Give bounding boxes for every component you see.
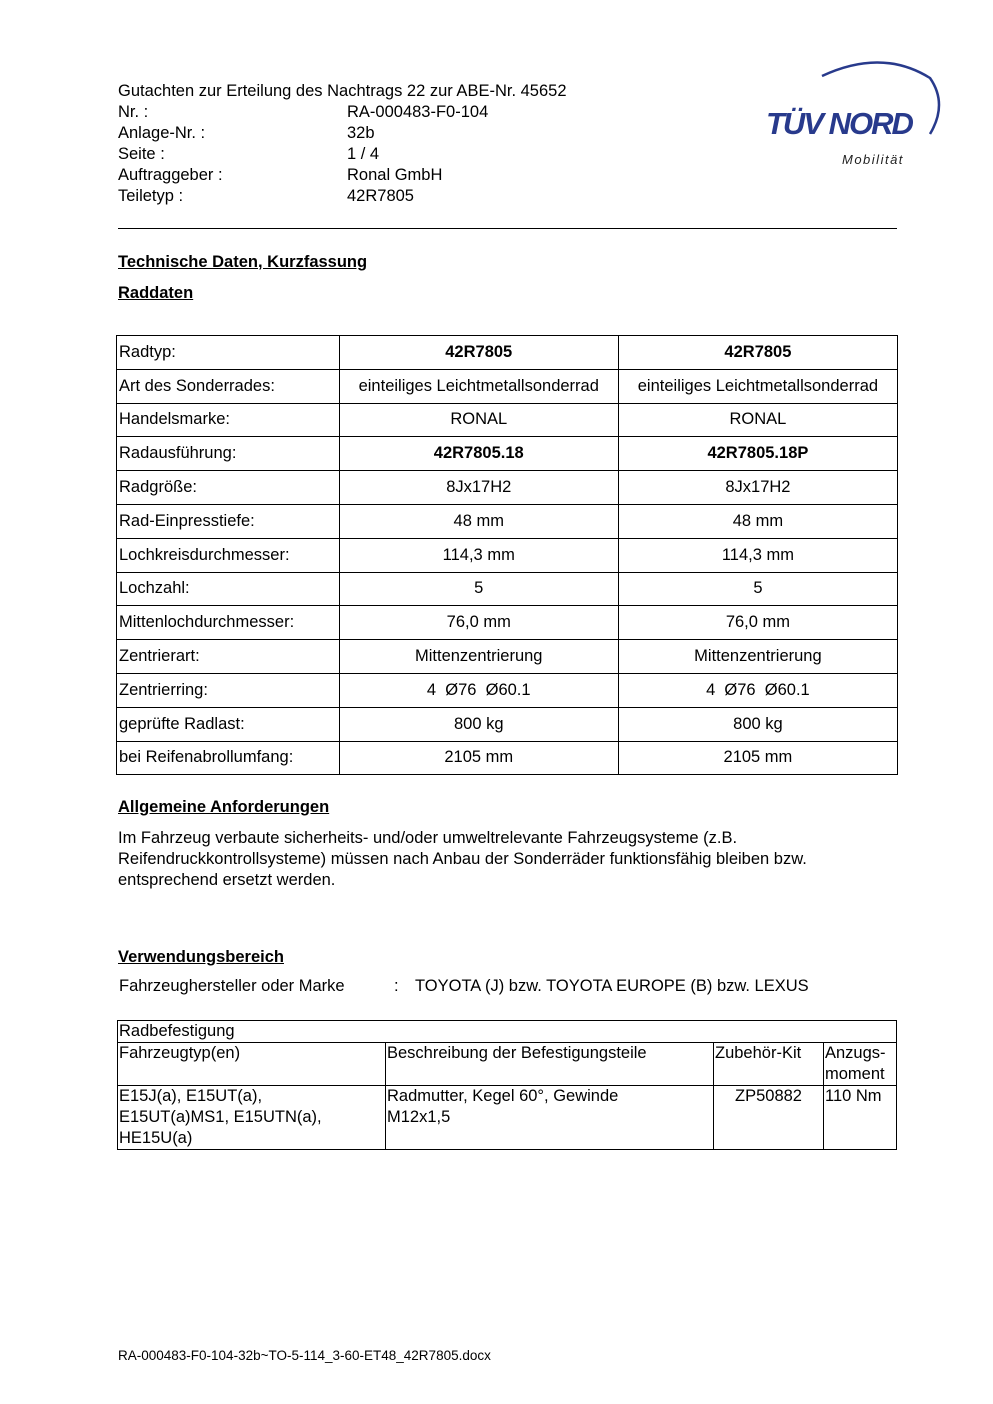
document-title: Gutachten zur Erteilung des Nachtrags 22 zur ABE-Nr. 45652 <box>118 82 567 100</box>
table-row <box>117 369 898 403</box>
header-row-anlage <box>118 123 678 144</box>
manufacturer-value: TOYOTA (J) bzw. TOYOTA EUROPE (B) bzw. LEXUS <box>415 977 809 995</box>
header-row-seite <box>118 144 678 165</box>
row-label: Art des Sonderrades: <box>117 369 340 403</box>
manufacturer-label: Fahrzeughersteller oder Marke <box>119 977 345 995</box>
table-row <box>117 504 898 538</box>
value-col1: Mittenzentrierung <box>339 640 618 674</box>
row-label: Radausführung: <box>117 437 340 471</box>
document-header <box>118 81 678 207</box>
cell-line: Radmutter, Kegel 60°, Gewinde <box>387 1087 619 1105</box>
cell-zubehoer-kit: ZP50882 <box>714 1086 824 1150</box>
value-col2: 48 mm <box>618 504 897 538</box>
section-title-verwendungsbereich: Verwendungsbereich <box>118 948 284 966</box>
header-value: 1 / 4 <box>347 145 380 163</box>
paragraph-line: Reifendruckkontrollsysteme) müssen nach Anbau der Sonderräder funktionsfähig bleiben bzw. <box>118 850 807 868</box>
header-line: Anzugs- <box>825 1044 886 1062</box>
value-col1: 42R7805.18 <box>339 437 618 471</box>
cell-beschreibung <box>386 1086 714 1150</box>
table-title: Radbefestigung <box>118 1021 897 1043</box>
value-col2: 114,3 mm <box>618 538 897 572</box>
logo-subtitle: Mobilität <box>842 152 904 167</box>
table-row <box>118 1086 897 1150</box>
row-label: Handelsmarke: <box>117 403 340 437</box>
cell-line: M12x1,5 <box>387 1108 451 1126</box>
value-col2: 42R7805.18P <box>618 437 897 471</box>
raddaten-table <box>116 335 898 775</box>
table-row <box>117 572 898 606</box>
table-row <box>117 471 898 505</box>
value-col1: 48 mm <box>339 504 618 538</box>
header-fahrzeugtyp: Fahrzeugtyp(en) <box>118 1043 386 1086</box>
table-row <box>117 403 898 437</box>
table-row <box>117 640 898 674</box>
header-line: moment <box>825 1065 885 1083</box>
value-col2: 8Jx17H2 <box>618 471 897 505</box>
section-subtitle-raddaten: Raddaten <box>118 284 194 302</box>
value-col2: 4 Ø76 Ø60.1 <box>618 673 897 707</box>
value-col1: 76,0 mm <box>339 606 618 640</box>
header-row-auftraggeber <box>118 165 678 186</box>
table-row <box>117 336 898 370</box>
row-label: Mittenlochdurchmesser: <box>117 606 340 640</box>
table-row <box>117 673 898 707</box>
table-row <box>117 437 898 471</box>
value-col2: 2105 mm <box>618 741 897 775</box>
value-col1: 2105 mm <box>339 741 618 775</box>
cell-anzugsmoment: 110 Nm <box>824 1086 897 1150</box>
header-label: Anlage-Nr. : <box>118 124 206 142</box>
header-row-teiletyp <box>118 186 678 207</box>
value-col2: einteiliges Leichtmetallsonderrad <box>618 369 897 403</box>
value-col1: 8Jx17H2 <box>339 471 618 505</box>
paragraph-line: Im Fahrzeug verbaute sicherheits- und/oder umweltrelevante Fahrzeugsysteme (z.B. <box>118 829 738 847</box>
requirements-paragraph <box>118 828 908 891</box>
header-value: RA-000483-F0-104 <box>347 103 489 121</box>
cell-line: HE15U(a) <box>119 1129 193 1147</box>
value-col2: RONAL <box>618 403 897 437</box>
header-label: Teiletyp : <box>118 187 184 205</box>
header-anzugsmoment <box>824 1043 897 1086</box>
row-label: Zentrierart: <box>117 640 340 674</box>
header-value: 32b <box>347 124 375 142</box>
header-label: Auftraggeber : <box>118 166 223 184</box>
value-col2: Mittenzentrierung <box>618 640 897 674</box>
header-label: Nr. : <box>118 103 149 121</box>
row-label: Radtyp: <box>117 336 340 370</box>
manufacturer-separator: : <box>394 977 399 995</box>
header-divider <box>118 228 897 229</box>
value-col2: 5 <box>618 572 897 606</box>
table-row <box>117 741 898 775</box>
row-label: Radgröße: <box>117 471 340 505</box>
cell-line: E15UT(a)MS1, E15UTN(a), <box>119 1108 322 1126</box>
table-title-row <box>118 1021 897 1043</box>
table-header-row <box>118 1043 897 1086</box>
paragraph-line: entsprechend ersetzt werden. <box>118 871 336 889</box>
row-label: Zentrierring: <box>117 673 340 707</box>
footer-filename: RA-000483-F0-104-32b~TO-5-114_3-60-ET48_42R7805.docx <box>118 1348 491 1363</box>
vehicle-manufacturer-row <box>119 977 809 996</box>
header-beschreibung: Beschreibung der Befestigungsteile <box>386 1043 714 1086</box>
value-col2: 800 kg <box>618 707 897 741</box>
row-label: Lochzahl: <box>117 572 340 606</box>
section-title-technische-daten: Technische Daten, Kurzfassung <box>118 253 368 271</box>
row-label: geprüfte Radlast: <box>117 707 340 741</box>
logo-wordmark: TÜV NORD <box>766 106 912 141</box>
cell-line: E15J(a), E15UT(a), <box>119 1087 263 1105</box>
section-title-allgemeine-anforderungen: Allgemeine Anforderungen <box>118 798 330 816</box>
cell-fahrzeugtyp <box>118 1086 386 1150</box>
value-col1: 5 <box>339 572 618 606</box>
value-col2: 76,0 mm <box>618 606 897 640</box>
header-label: Seite : <box>118 145 165 163</box>
value-col1: 800 kg <box>339 707 618 741</box>
value-col1: einteiliges Leichtmetallsonderrad <box>339 369 618 403</box>
header-value: Ronal GmbH <box>347 166 443 184</box>
row-label: bei Reifenabrollumfang: <box>117 741 340 775</box>
value-col1: 42R7805 <box>339 336 618 370</box>
value-col1: RONAL <box>339 403 618 437</box>
table-row <box>117 538 898 572</box>
header-zubehoer-kit: Zubehör-Kit <box>714 1043 824 1086</box>
table-row <box>117 707 898 741</box>
table-row <box>117 606 898 640</box>
value-col1: 114,3 mm <box>339 538 618 572</box>
row-label: Rad-Einpresstiefe: <box>117 504 340 538</box>
row-label: Lochkreisdurchmesser: <box>117 538 340 572</box>
tuv-nord-logo <box>762 56 942 176</box>
header-row-nr <box>118 102 678 123</box>
value-col1: 4 Ø76 Ø60.1 <box>339 673 618 707</box>
radbefestigung-table <box>117 1020 897 1150</box>
value-col2: 42R7805 <box>618 336 897 370</box>
header-value: 42R7805 <box>347 187 414 205</box>
